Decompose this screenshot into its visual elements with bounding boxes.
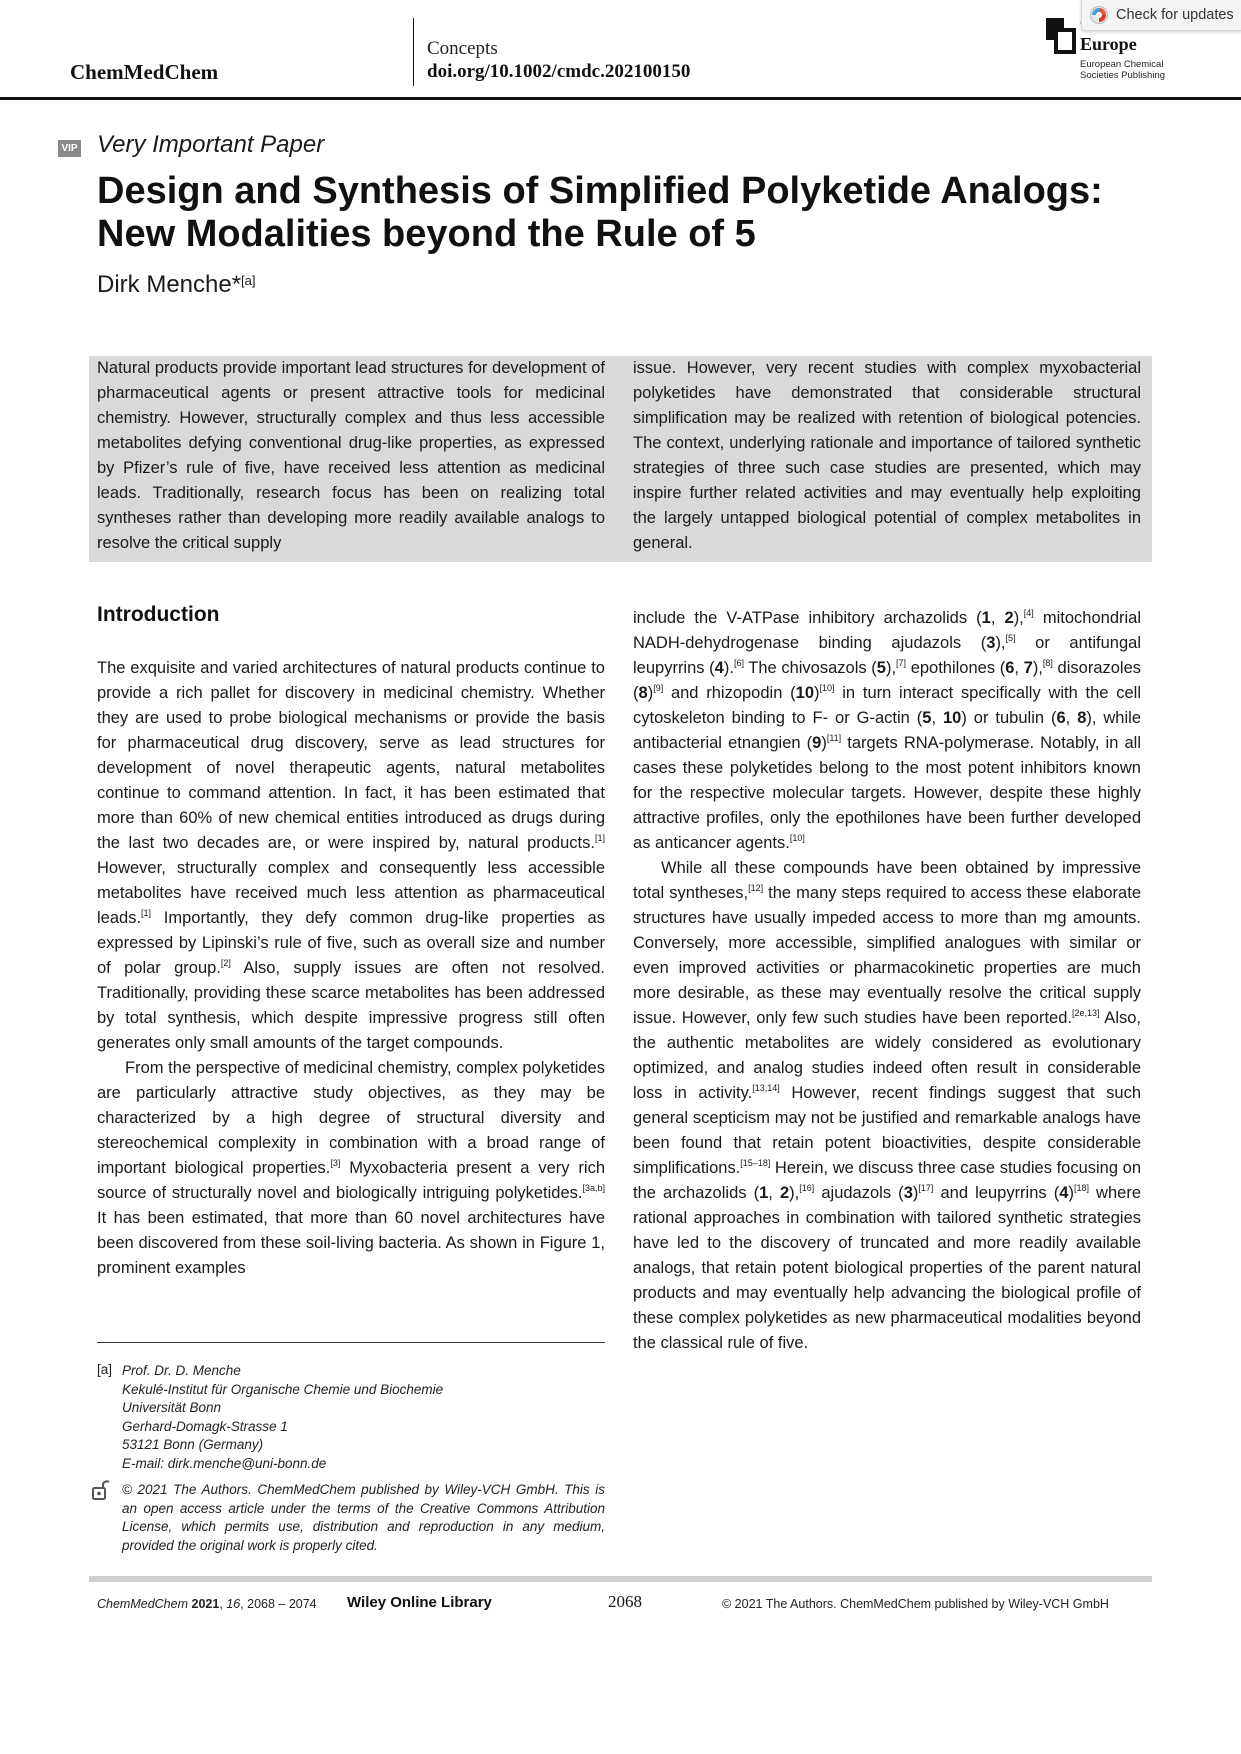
journal-name: ChemMedChem [70, 60, 219, 84]
citation[interactable]: [17] [918, 1183, 934, 1193]
citation[interactable]: [11] [826, 733, 842, 743]
citation[interactable]: [13,14] [752, 1083, 780, 1093]
footer-citation: ChemMedChem 2021, 16, 2068 – 2074 [97, 1597, 317, 1611]
affiliation-mark: [a] [97, 1362, 113, 1377]
abstract-left-column: Natural products provide important lead structures for development of pharmaceutical agents or present attractive tools for medicinal chemistry. However, structurally complex and thus less accessible metabolites defying conventional drug-like properties, as expressed by Pfizer’s rule of five, have received less attention as medicinal leads. Traditionally, research focus has been on realizing total syntheses rather than developing more readily available analogs to resolve the critical supply [97, 359, 605, 552]
chemistry-europe-logo-icon [1046, 18, 1076, 54]
citation[interactable]: [10] [789, 833, 805, 843]
citation[interactable]: [9] [653, 683, 664, 693]
header-divider [413, 18, 414, 86]
check-for-updates-button[interactable] [1081, 0, 1241, 31]
title-line-1: Design and Synthesis of Simplified Polyketide Analogs: [97, 170, 1103, 212]
page-number: 2068 [608, 1592, 642, 1611]
body-right-column [633, 606, 1141, 1356]
author-name: Dirk Menche*[a] [97, 271, 256, 298]
author-affil-mark: [a] [241, 273, 256, 288]
paragraph-3: include the V-ATPase inhibitory archazolids (1, 2),[4] mitochondrial NADH-dehydrogenase binding ajudazols (3),[5] or antifungal leupyrrins (4).[6] The chivosazols (5),[7] epothilones (6, 7),[8] disorazoles (8)[9] and rhizopodin (10)[10] in turn interact specifically with the cell cytoskeleton binding to F- or G-actin (5, 10) or tubulin (6, 8), while antibacterial etnangien (9)[11] targets RNA-polymerase. Notably, in all cases these polyketides belong to the most potent inhibitors known for the respective molecular targets. However, despite these highly attractive profiles, only the epothilones have been further developed as anticancer agents.[10] [633, 608, 1142, 852]
footer-rule [89, 1576, 1152, 1582]
citation[interactable]: [2e,13] [1072, 1008, 1100, 1018]
open-access-notice: © 2021 The Authors. ChemMedChem published by Wiley-VCH GmbH. This is an open access article under the terms of the Creative Commons Attribution License, which permits use, distribution and reproduction in any medium, provided the original work is properly cited. [122, 1482, 605, 1553]
open-access-lock-icon [92, 1478, 110, 1500]
publisher-logo-subtitle: European Chemical Societies Publishing [1080, 59, 1166, 81]
citation[interactable]: [16] [799, 1183, 815, 1193]
paragraph-4: While all these compounds have been obtained by impressive total syntheses,[12] the many steps required to access these elaborate structures have usually impeded access to more than mg amounts. Conversely, more accessible, simplified analogues with similar or even improved activities or pharmacokinetic properties are much more desirable, as these may eventually resolve the critical supply issue. However, only few such studies have been reported.[2e,13] Also, the authentic metabolites are widely considered as evolutionary optimized, and analog studies indeed often result in considerable loss in activity.[13,14] However, recent findings suggest that such general scepticism may not be justified and remarkable analogs have been found that retain potent bioactivities, despite considerable simplifications.[15–18] Herein, we discuss three case studies focusing on the archazolids (1, 2),[16] ajudazols (3)[17] and leupyrrins (4)[18] where rational approaches in combination with tailored synthetic strategies have led to the discovery of truncated and more readily available analogs, that retain potent biological properties of the parent natural products and may eventually help advancing the biological profile of these complex polyketides as new pharmaceutical modalities beyond the classical rule of five. [633, 859, 1142, 1352]
doi-link[interactable]: doi.org/10.1002/cmdc.202100150 [427, 61, 691, 82]
article-title [97, 170, 1157, 256]
check-for-updates-label: Check for updates [1116, 7, 1234, 23]
citation[interactable]: [6] [733, 658, 744, 668]
body-left-column [97, 656, 605, 1281]
citation[interactable]: [18] [1073, 1183, 1089, 1193]
author-email[interactable]: E-mail: dirk.menche@uni-bonn.de [122, 1455, 327, 1471]
section-heading: Introduction [97, 603, 220, 626]
abstract-right-column: issue. However, very recent studies with complex myxobacterial polyketides have demonstrated that considerable structural simplification may be realized with retention of biological potencies. The context, underlying rationale and importance of tailored synthetic strategies of three such case studies are presented, which may inspire further related activities and may eventually help exploiting the largely untapped biological potential of complex metabolites in general. [633, 359, 1141, 552]
citation[interactable]: [4] [1023, 608, 1034, 618]
citation[interactable]: [12] [748, 883, 764, 893]
crossmark-icon [1090, 6, 1108, 24]
affiliation: Prof. Dr. D. Menche Kekulé-Institut für Organische Chemie und Biochemie Universität Bonn Gerhard-Domagk-Strasse 1 53121 Bonn (Germany) E-mail: dirk.menche@uni-bonn.de [122, 1362, 602, 1473]
footnote-rule [97, 1342, 605, 1343]
header-rule [0, 97, 1241, 100]
wiley-online-library-link[interactable]: Wiley Online Library [347, 1594, 492, 1611]
article-kicker: Very Important Paper [97, 131, 325, 158]
citation[interactable]: [2] [220, 958, 231, 968]
citation[interactable]: [10] [819, 683, 835, 693]
paragraph-1: The exquisite and varied architectures of natural products continue to provide a rich pallet for discovery in medicinal chemistry. Whether they are used to probe biological mechanisms or provide the basis for pharmaceutical drug discovery, serve as lead structures for development of novel therapeutic agents, natural metabolites continue to command attention. In fact, it has been estimated that more than 60% of new chemical entities introduced as drugs during the last two decades are, or were inspired by, natural products.[1] However, structurally complex and consequently less accessible metabolites have received much less attention as pharmaceutical leads.[1] Importantly, they defy common drug-like properties as expressed by Lipinski’s rule of five, such as overall size and number of polar group.[2] Also, supply issues are often not resolved. Traditionally, providing these scarce metabolites has been addressed by total synthesis, which despite impressive progress still often generates only small amounts of the target compounds. [97, 659, 605, 1052]
citation[interactable]: [15–18] [740, 1158, 771, 1168]
citation[interactable]: [5] [1005, 633, 1016, 643]
publisher-logo-line2: Europe [1080, 34, 1137, 54]
article-section: Concepts [427, 38, 498, 59]
citation[interactable]: [1] [594, 833, 605, 843]
paragraph-2: From the perspective of medicinal chemistry, complex polyketides are particularly attractive study objectives, as they may be characterized by a high degree of structural diversity and stereochemical complexity in combination with a broad range of important biological properties.[3] Myxobacteria present a very rich source of structurally novel and biologically intriguing polyketides.[3a,b] It has been estimated, that more than 60 novel architectures have been discovered from these soil-living bacteria. As shown in Figure 1, prominent examples [97, 1059, 606, 1277]
citation[interactable]: [3a,b] [582, 1183, 605, 1193]
citation[interactable]: [1] [141, 908, 152, 918]
title-line-2: New Modalities beyond the Rule of 5 [97, 213, 756, 255]
citation[interactable]: [3] [330, 1158, 341, 1168]
vip-badge: VIP [58, 140, 81, 157]
citation[interactable]: [7] [896, 658, 907, 668]
footer-copyright: © 2021 The Authors. ChemMedChem published by Wiley-VCH GmbH [722, 1597, 1109, 1611]
citation[interactable]: [8] [1042, 658, 1053, 668]
